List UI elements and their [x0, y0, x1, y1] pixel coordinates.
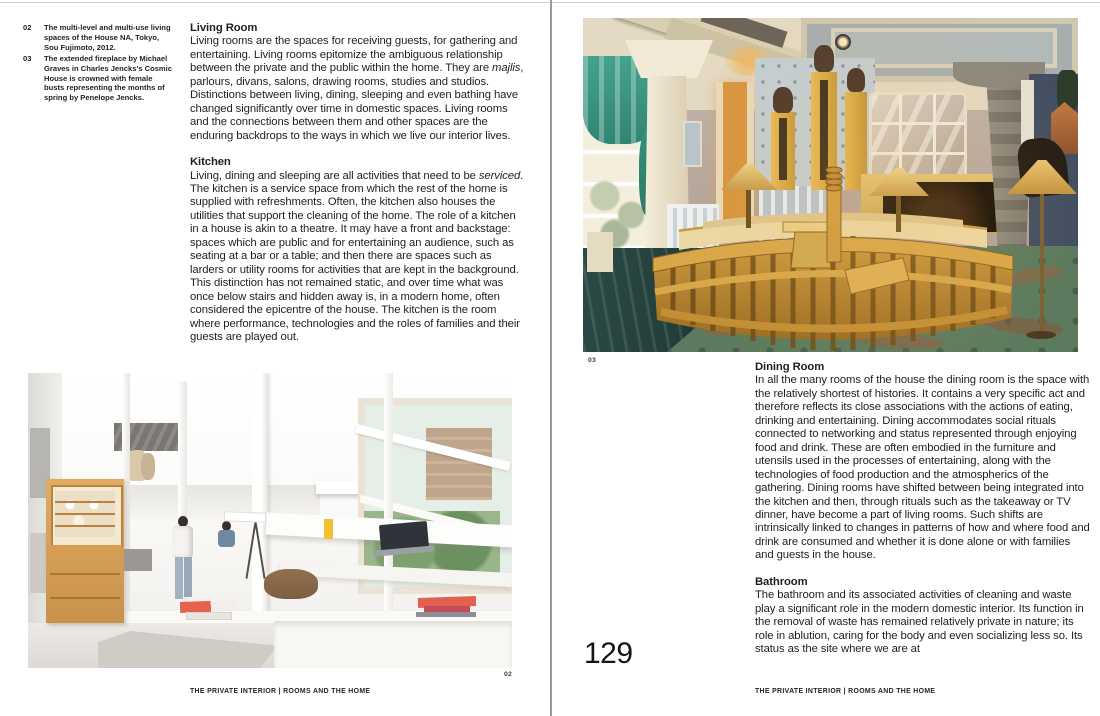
seated-person-top	[218, 530, 235, 547]
section-heading: Bathroom	[755, 575, 808, 588]
section-heading: Kitchen	[190, 156, 231, 169]
table-lamp-stem	[896, 196, 901, 232]
section-body: In all the many rooms of the house the dining room is the space with the relatively shortest of histories. It contains a very specific act and therefore reflects its close associations with the actions of eating, drinking and entertaining. Dining accommodates social rituals connected to networking and status represented through enjoying food and drink. These are often embodied in the furniture and utensils used in the processes of entertaining, along with the technologies of food production and the atmospherics of the gathering. Dining rooms have shifted between being integrated into the kitchen and then, through rituals such as the takeaway or TV dinner, have become a part of living rooms. Such shifts are intrinsically linked to changes in patterns of how and where food and drink are consumed and whether it is done alone or with families and guests in the house.	[755, 374, 1090, 562]
note-text: The multi-level and multi-use living spaces of the House NA, Tokyo, Sou Fujimoto, 2012.	[44, 23, 171, 52]
note-number: 03	[23, 53, 32, 63]
yellow-object	[324, 519, 333, 539]
note-text: The extended fireplace by Michael Graves in Charles Jencks's Cosmic House is crowned with female busts representing the months of spring by Penelope Jencks.	[44, 53, 173, 103]
hanging-coat	[141, 453, 155, 480]
section-heading: Living Room	[190, 22, 258, 34]
section-kitchen	[190, 156, 526, 344]
running-footer-right: THE PRIVATE INTERIOR | ROOMS AND THE HOME	[755, 688, 936, 695]
margin-note-03	[23, 54, 173, 104]
section-body: Living rooms are the spaces for receiving guests, for gathering and entertaining. Living rooms epitomize the ambiguous relationship between the private and the public within the home. They are majlis, parlours, divans, salons, drawing rooms, studies and studios. Distinctions between living, dining, sleeping and even bathing have changed significantly over time in domestic spaces. Living rooms and the connections between them and other spaces are the enduring backdrops to the ways in which we live our interior lives.	[190, 35, 524, 142]
section-heading: Dining Room	[755, 361, 825, 373]
curved-oak-seating	[583, 18, 1078, 352]
note-number: 02	[23, 23, 32, 32]
section-body: Living, dining and sleeping are all activities that need to be serviced. The kitchen is a service space from which the rest of the home is supplied with refreshments. Often, the kitchen also houses the utilities that support the cleaning of the home. The role of a kitchen in a house is akin to a theatre. It may have a front and backstage: spaces which are public and for entertaining an audience, such as seating at a bar or a table; and then there are spaces such as larders or utility rooms for activities that are kept in the background. This distinction has not remained static, and over time what was once below stairs and hidden away is, in a modern home, often considered the epicentre of the house. The kitchen is the room where performance, technologies and the roles of families and their guests are played out.	[190, 169, 524, 343]
margin-note-02	[23, 23, 173, 53]
standing-person-shirt	[172, 526, 193, 558]
section-body: The bathroom and its associated activities of cleaning and waste play a significant role in the modern domestic interior. Its function in the removal of waste has remained relatively private in nature; its role in ablution, caring for the body and even socializing less so. Its status as the site where we are at	[755, 589, 1084, 656]
section-bathroom	[755, 576, 1091, 657]
left-text-column	[190, 22, 526, 357]
cabinet-drawer-line	[50, 597, 120, 599]
floor-lamp-base	[1026, 331, 1056, 339]
section-living-room	[190, 22, 526, 143]
book-stack	[416, 612, 476, 617]
photo-cosmic-house	[583, 18, 1078, 352]
cabinet-dishes	[55, 491, 115, 537]
leather-bag	[264, 569, 318, 599]
photo-caption-02: 02	[504, 671, 512, 678]
running-footer-left: THE PRIVATE INTERIOR | ROOMS AND THE HOME	[190, 688, 371, 695]
page-number: 129	[584, 637, 633, 670]
section-dining-room	[755, 361, 1091, 563]
cabinet-counter-band	[48, 545, 122, 554]
right-text-column	[755, 361, 1091, 670]
standing-person-jeans	[184, 557, 192, 597]
photo-caption-03: 03	[588, 357, 596, 364]
margin-notes	[23, 23, 173, 104]
front-platform	[274, 621, 512, 668]
table-lamp-stem	[746, 190, 751, 228]
magazine-stack	[186, 612, 232, 620]
floor-lamp-pole	[1040, 194, 1044, 334]
photo-house-na	[28, 373, 512, 668]
standing-person-jeans	[175, 557, 183, 599]
gray-sideboard	[124, 549, 152, 571]
white-book	[224, 511, 266, 522]
cabinet-drawer-line	[50, 573, 120, 575]
spread-gutter	[550, 0, 552, 716]
